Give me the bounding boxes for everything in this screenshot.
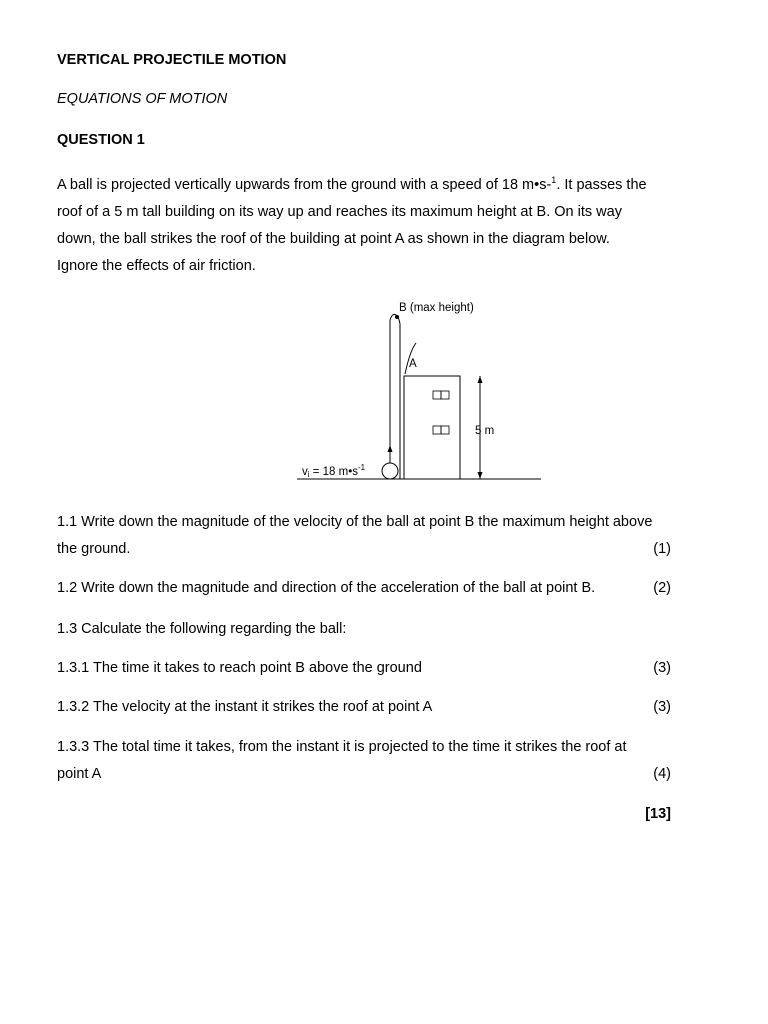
question-title: QUESTION 1	[57, 132, 145, 148]
trajectory-path	[390, 314, 400, 479]
question-1-3-text: 1.3 Calculate the following regarding the ball:	[57, 621, 347, 637]
question-1-3-3-marks: (4)	[653, 766, 671, 782]
intro-line-1-text: A ball is projected vertically upwards from the ground with a speed of 18 m•s-	[57, 177, 552, 193]
building-window	[433, 426, 441, 434]
question-1-3-1	[57, 660, 671, 676]
arrow-up-icon	[478, 376, 483, 383]
total-marks: [13]	[645, 806, 671, 822]
question-1-3	[57, 621, 671, 637]
label-a: A	[409, 358, 417, 370]
intro-line-1-tail: . It passes the	[556, 177, 647, 193]
question-1-3-3-text-cont: point A	[57, 766, 102, 782]
intro-line-1	[57, 167, 687, 199]
intro-line-4: Ignore the effects of air friction.	[57, 258, 256, 274]
document-subheading: EQUATIONS OF MOTION	[57, 91, 228, 107]
building-window	[441, 391, 449, 399]
ball-icon	[382, 463, 398, 479]
question-1-3-2-text: 1.3.2 The velocity at the instant it strikes the roof at point A	[57, 699, 433, 715]
question-1-3-3	[57, 739, 671, 755]
question-1-3-3-cont	[57, 766, 671, 782]
intro-line-1-superscript: 1	[551, 175, 557, 185]
point-b-marker	[395, 315, 399, 319]
question-1-3-1-text: 1.3.1 The time it takes to reach point B above the ground	[57, 660, 422, 676]
question-1-1-text-cont: the ground.	[57, 541, 131, 557]
arrow-up-icon	[388, 445, 393, 452]
diagram-svg	[287, 290, 547, 490]
arrow-down-icon	[478, 472, 483, 479]
intro-line-3: down, the ball strikes the roof of the building at point A as shown in the diagram below.	[57, 231, 610, 247]
vi-subscript: i	[307, 470, 310, 479]
label-b: B (max height)	[399, 302, 474, 314]
building	[404, 376, 460, 479]
question-1-2-marks: (2)	[653, 580, 671, 596]
vi-symbol: v	[302, 466, 308, 478]
label-initial-velocity	[302, 463, 366, 479]
question-1-3-3-text: 1.3.3 The total time it takes, from the instant it is projected to the time it strikes the roof at	[57, 739, 627, 755]
question-1-1-cont	[57, 541, 671, 557]
intro-line-2: roof of a 5 m tall building on its way up and reaches its maximum height at B. On its way	[57, 204, 622, 220]
question-1-3-1-marks: (3)	[653, 660, 671, 676]
vi-value: = 18 m•s	[309, 466, 358, 478]
document-heading: VERTICAL PROJECTILE MOTION	[57, 52, 287, 68]
question-1-3-2	[57, 699, 671, 715]
question-1-2	[57, 580, 671, 596]
label-height: 5 m	[475, 425, 495, 437]
question-1-2-text: 1.2 Write down the magnitude and direction of the acceleration of the ball at point B.	[57, 580, 596, 596]
vi-exponent: -1	[357, 463, 366, 472]
question-1-1-marks: (1)	[653, 541, 671, 557]
building-window	[441, 426, 449, 434]
projectile-diagram	[287, 290, 547, 490]
question-intro	[57, 167, 687, 280]
question-1-1-text: 1.1 Write down the magnitude of the velocity of the ball at point B the maximum height above	[57, 514, 653, 530]
question-1-3-2-marks: (3)	[653, 699, 671, 715]
question-1-1	[57, 514, 671, 530]
building-window	[433, 391, 441, 399]
